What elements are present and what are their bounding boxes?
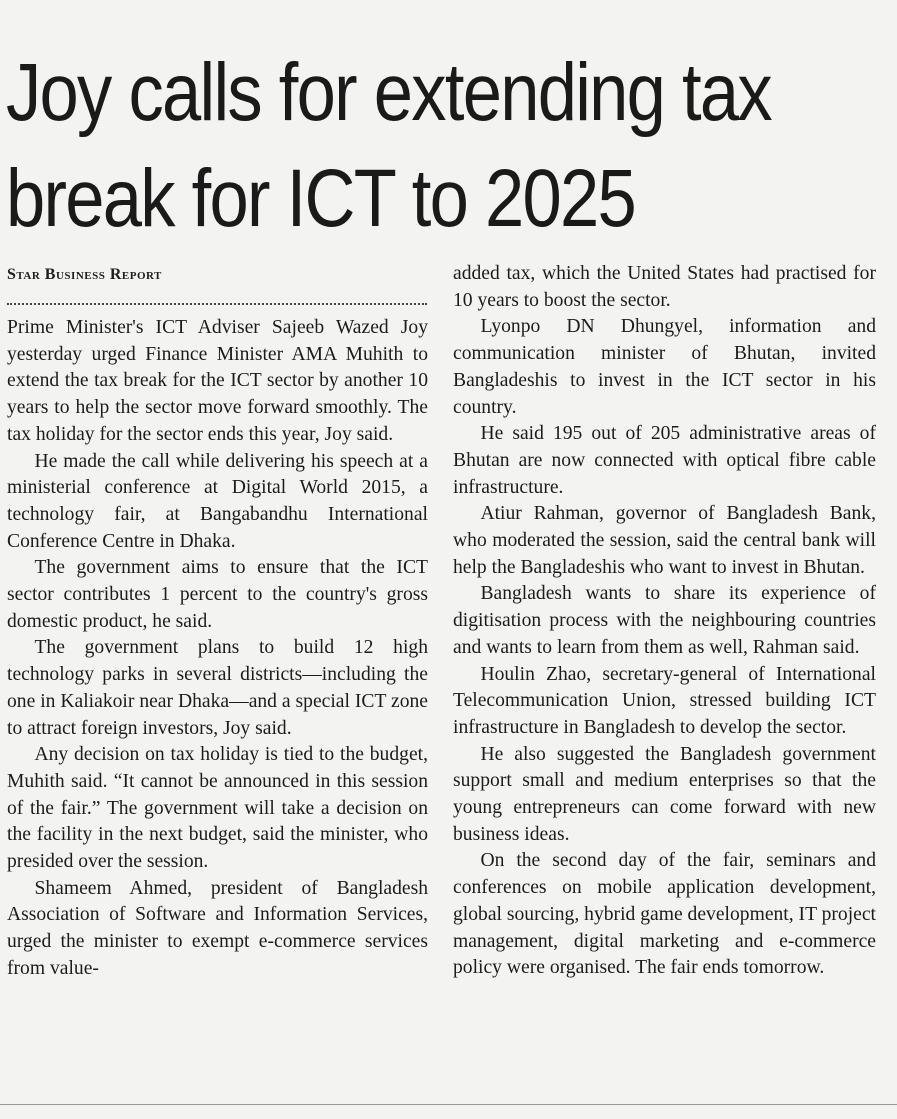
bottom-rule — [0, 1104, 897, 1105]
paragraph: added tax, which the United States had practised for 10 years to boost the sector. — [453, 263, 876, 311]
paragraph: Atiur Rahman, governor of Bangladesh Bank, who moderated the session, said the central bank will help the Bangladeshis who want to invest in Bhutan. — [453, 503, 876, 578]
paragraph: On the second day of the fair, seminars and conferences on mobile application development, global sourcing, hybrid game development, IT project management, digital marketing and e-commerce policy were organised. The fair ends tomorrow. — [453, 850, 876, 979]
headline-line-1: Joy calls for extending tax — [6, 47, 771, 138]
article-column-right — [453, 261, 876, 982]
paragraph: He made the call while delivering his speech at a ministerial conference at Digital World 2015, a technology fair, at Bangabandhu International Conference Centre in Dhaka. — [7, 450, 428, 552]
paragraph: The government plans to build 12 high technology parks in several districts—including the one in Kaliakoir near Dhaka—and a special ICT zone to attract foreign investors, Joy said. — [7, 637, 428, 739]
headline — [6, 40, 771, 252]
paragraph: Prime Minister's ICT Adviser Sajeeb Wazed Joy yesterday urged Finance Minister AMA Muhith to extend the tax break for the ICT sector by another 10 years to help the sector move forward smoothly. The tax holiday for the sector ends this year, Joy said. — [7, 317, 428, 445]
byline-divider — [7, 303, 427, 305]
paragraph: Bangladesh wants to share its experience of digitisation process with the neighbouring countries and wants to learn from them as well, Rahman said. — [453, 583, 876, 658]
paragraph: He also suggested the Bangladesh government support small and medium enterprises so that the young entrepreneurs can come forward with new business ideas. — [453, 743, 876, 845]
article-column-left — [7, 315, 428, 983]
paragraph: Any decision on tax holiday is tied to the budget, Muhith said. “It cannot be announced in this session of the fair.” The government will take a decision on the facility in the next budget, said the minister, who presided over the session. — [7, 744, 428, 873]
byline: Star Business Report — [7, 266, 162, 283]
paragraph: Lyonpo DN Dhungyel, information and communication minister of Bhutan, invited Bangladeshis to invest in the ICT sector in his country. — [453, 316, 876, 418]
paragraph: He said 195 out of 205 administrative areas of Bhutan are now connected with optical fibre cable infrastructure. — [453, 423, 876, 498]
paragraph: The government aims to ensure that the ICT sector contributes 1 percent to the country's gross domestic product, he said. — [7, 557, 428, 632]
paragraph: Houlin Zhao, secretary-general of International Telecommunication Union, stressed building ICT infrastructure in Bangladesh to develop the sector. — [453, 663, 876, 738]
paragraph: Shameem Ahmed, president of Bangladesh Association of Software and Information Services, urged the minister to exempt e-commerce services from value- — [7, 877, 428, 979]
headline-line-2: break for ICT to 2025 — [6, 153, 635, 244]
